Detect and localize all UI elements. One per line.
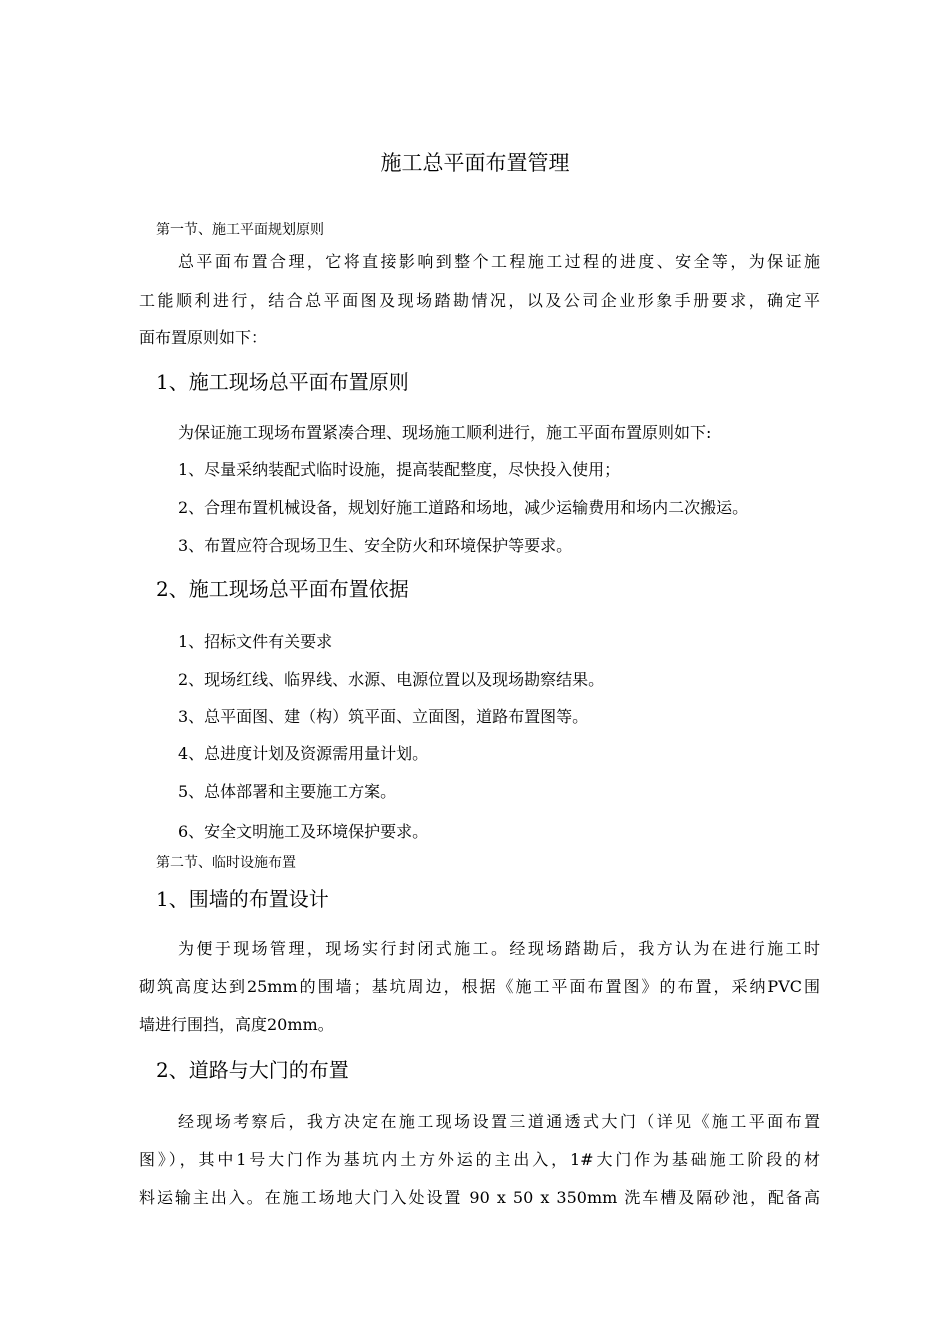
list-item: 3、布置应符合现场卫生、安全防火和环境保护等要求。	[178, 536, 573, 555]
subheading-layout-principles: 1、施工现场总平面布置原则	[156, 370, 409, 394]
subheading-layout-basis: 2、施工现场总平面布置依据	[156, 577, 409, 601]
list-item: 3、总平面图、建（构）筑平面、立面图，道路布置图等。	[178, 707, 589, 726]
paragraph-line: 为便于现场管理，现场实行封闭式施工。经现场踏勘后，我方认为在进行施工时	[178, 939, 820, 958]
paragraph-line: 经现场考察后，我方决定在施工现场设置三道通透式大门（详见《施工平面布置	[178, 1112, 820, 1131]
subheading-wall-design: 1、围墙的布置设计	[156, 887, 329, 911]
paragraph-line: 砌筑高度达到25mm的围墙；基坑周边，根据《施工平面布置图》的布置，采纳PVC围	[139, 977, 820, 996]
document-title: 施工总平面布置管理	[380, 151, 570, 175]
paragraph-line: 为保证施工现场布置紧凑合理、现场施工顺利进行，施工平面布置原则如下:	[178, 423, 712, 442]
section-heading-2: 第二节、临时设施布置	[156, 855, 296, 871]
section-heading-1: 第一节、施工平面规划原则	[156, 222, 324, 238]
list-item: 1、招标文件有关要求	[178, 632, 333, 651]
paragraph-line: 料运输主出入。在施工场地大门入处设置 90 x 50 x 350mm 洗车槽及隔砂池，配备高	[139, 1188, 820, 1207]
list-item: 1、尽量采纳装配式临时设施，提高装配整度，尽快投入使用；	[178, 460, 621, 479]
paragraph-line: 工能顺利进行，结合总平面图及现场踏勘情况，以及公司企业形象手册要求，确定平	[139, 291, 820, 310]
paragraph-line: 面布置原则如下：	[139, 328, 268, 347]
paragraph-line: 墙进行围挡，高度20mm。	[139, 1015, 334, 1034]
list-item: 2、现场红线、临界线、水源、电源位置以及现场勘察结果。	[178, 670, 605, 689]
subheading-roads-gates: 2、道路与大门的布置	[156, 1058, 349, 1082]
list-item: 2、合理布置机械设备，规划好施工道路和场地，减少运输费用和场内二次搬运。	[178, 498, 749, 517]
list-item: 4、总进度计划及资源需用量计划。	[178, 744, 429, 763]
paragraph-line: 总平面布置合理，它将直接影响到整个工程施工过程的进度、安全等，为保证施	[178, 252, 820, 271]
list-item: 5、总体部署和主要施工方案。	[178, 782, 397, 801]
paragraph-line: 图》），其中1号大门作为基坑内土方外运的主出入，1#大门作为基础施工阶段的材	[139, 1150, 820, 1169]
list-item: 6、安全文明施工及环境保护要求。	[178, 822, 429, 841]
